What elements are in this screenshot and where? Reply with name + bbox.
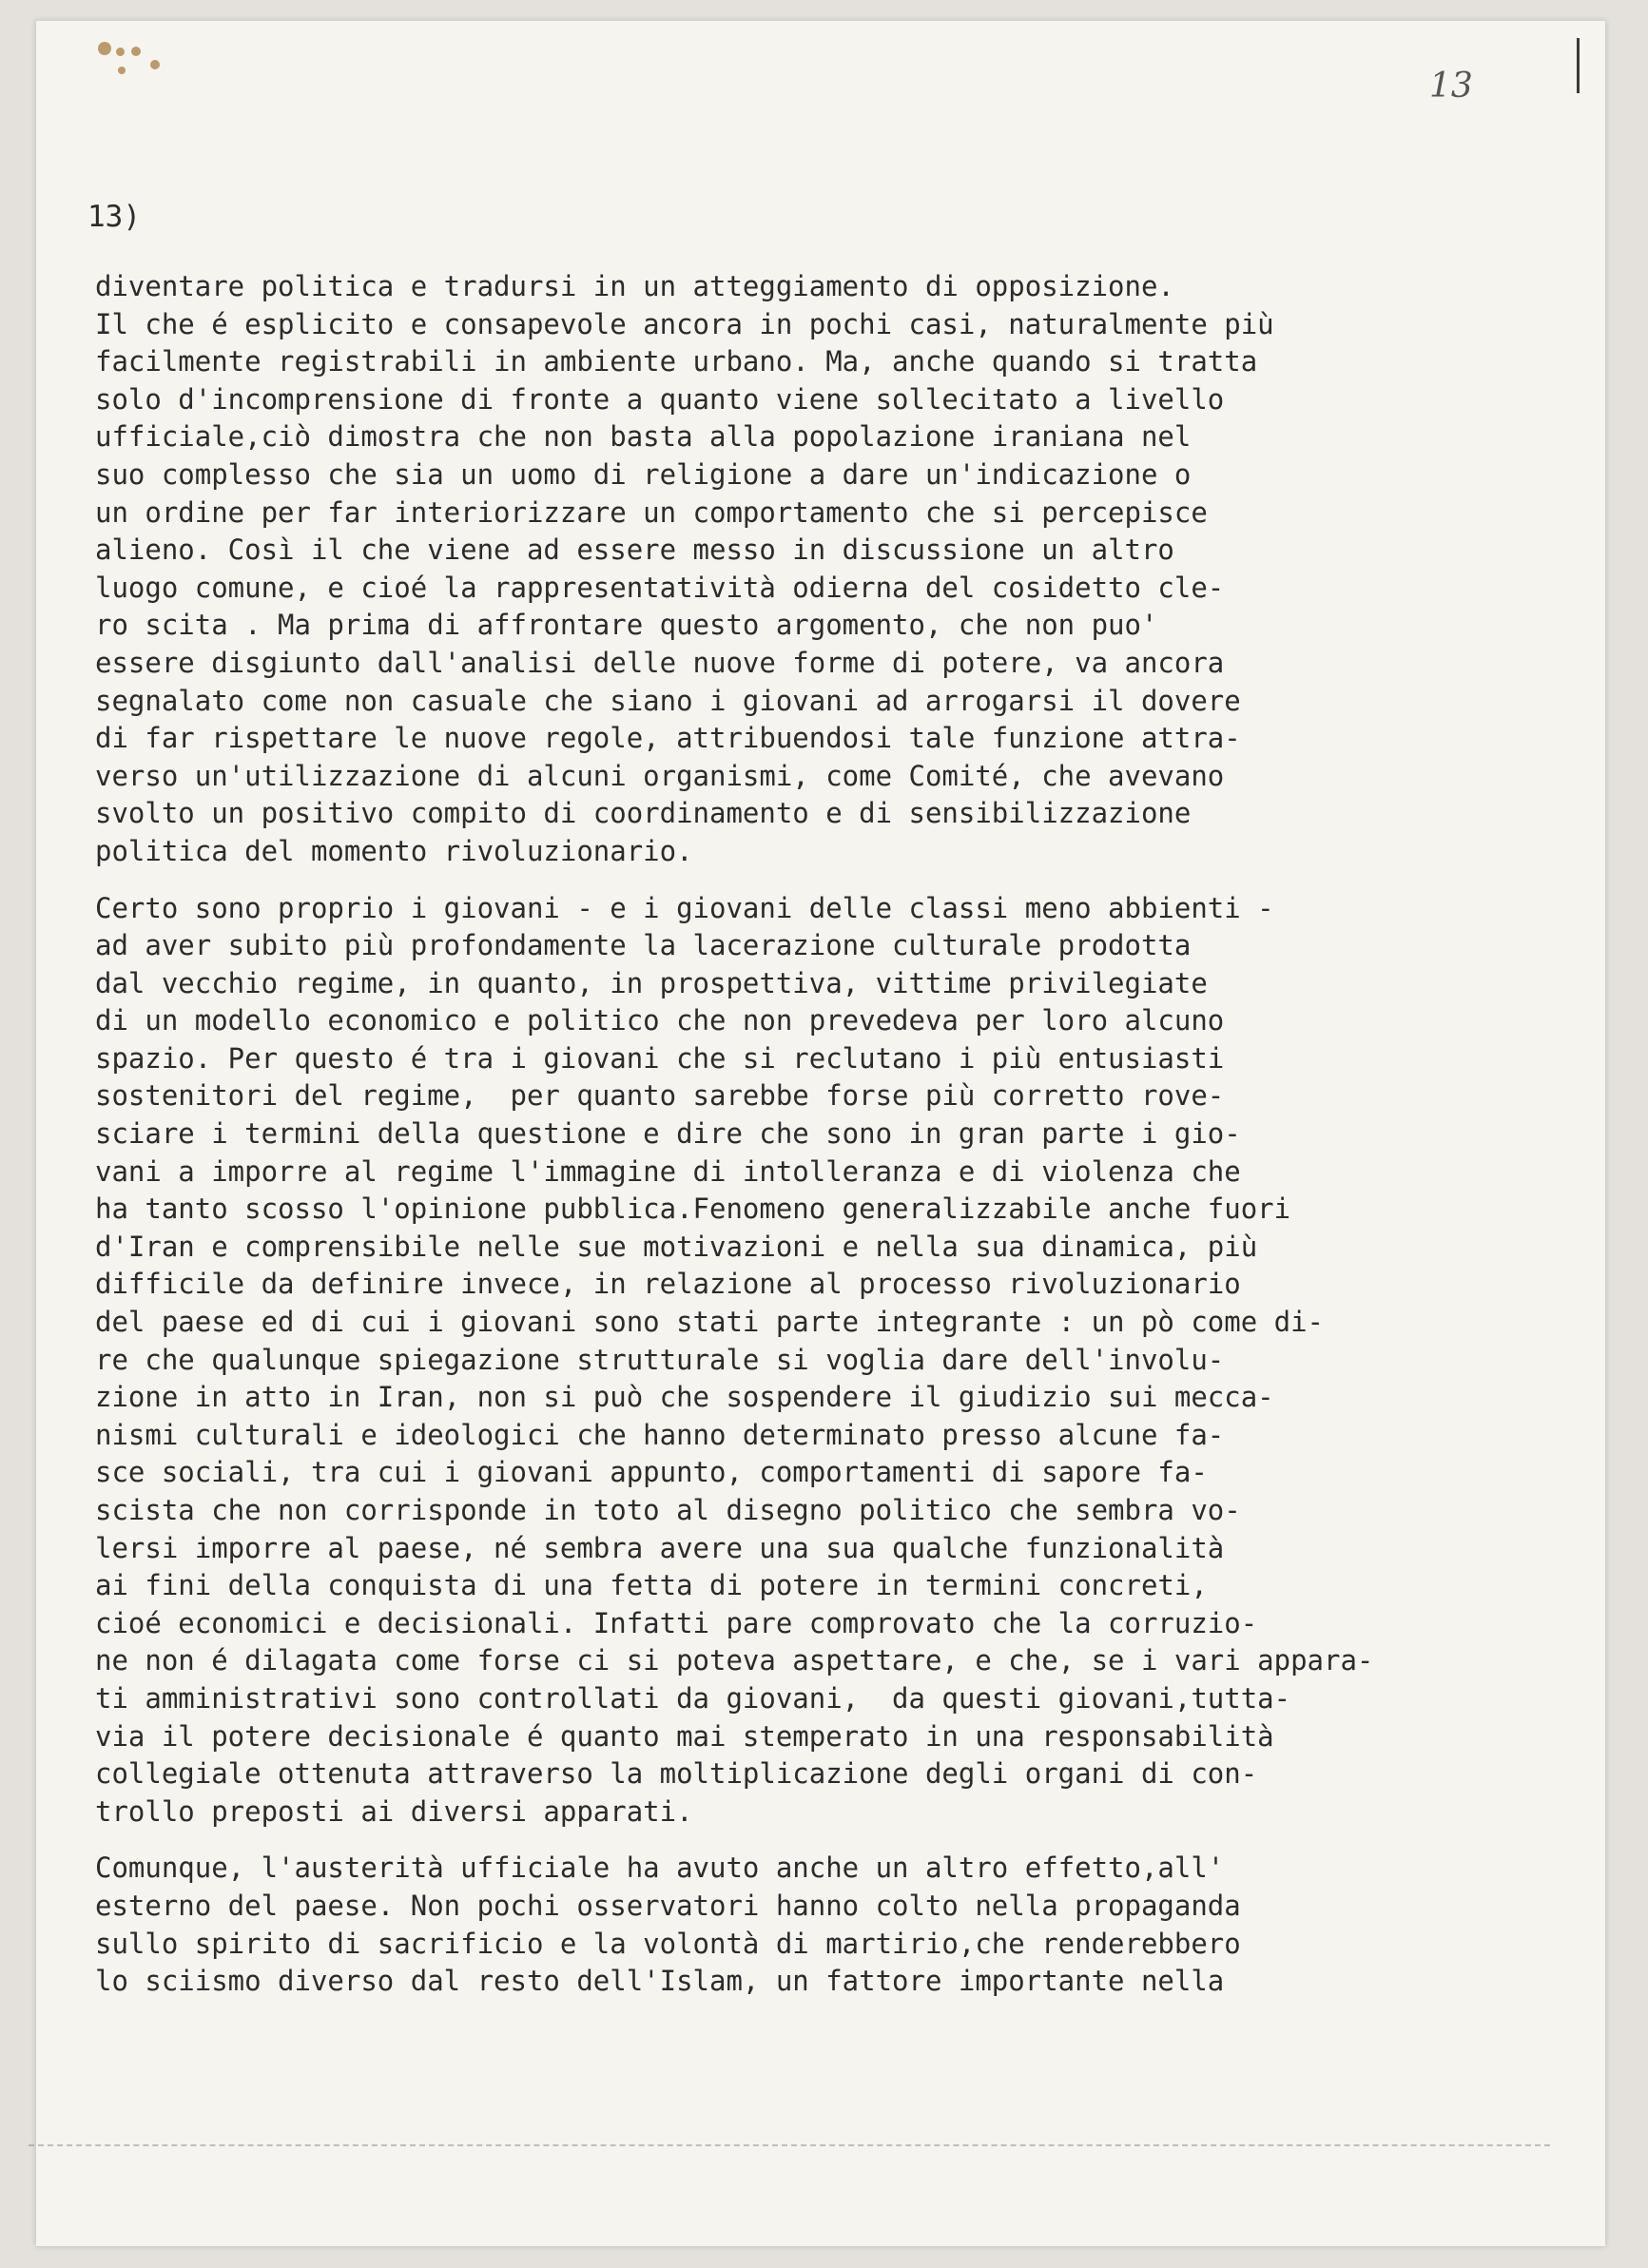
stain-mark	[116, 48, 125, 56]
text-line: trollo preposti ai diversi apparati.	[95, 1794, 693, 1828]
text-line: ufficiale,ciò dimostra che non basta alla popolazione iraniana nel	[95, 420, 1192, 454]
handwritten-page-number: 13	[1429, 67, 1473, 106]
text-line: sullo spirito di sacrificio e la volontà di martirio,che renderebbero	[95, 1927, 1241, 1960]
paragraph	[95, 890, 1541, 1832]
text-line: via il potere decisionale é quanto mai stemperato in una responsabilità	[95, 1719, 1274, 1753]
text-line: del paese ed di cui i giovani sono stati parte integrante : un pò come di-	[95, 1306, 1325, 1339]
text-line: nismi culturali e ideologici che hanno determinato presso alcune fa-	[95, 1418, 1225, 1451]
text-line: diventare politica e tradursi in un atteggiamento di opposizione.	[95, 270, 1174, 302]
text-line: ha tanto scosso l'opinione pubblica.Fenomeno generalizzabile anche fuori	[95, 1192, 1291, 1226]
stain-mark	[150, 60, 160, 69]
stain-mark	[118, 67, 126, 74]
text-line: ne non é dilagata come forse ci si poteva aspettare, e che, se i vari appara-	[95, 1644, 1374, 1677]
text-line: suo complesso che sia un uomo di religione a dare un'indicazione o	[95, 457, 1192, 491]
text-line: facilmente registrabili in ambiente urbano. Ma, anche quando si tratta	[95, 345, 1258, 378]
margin-bar	[1577, 38, 1580, 93]
text-line: spazio. Per questo é tra i giovani che si reclutano i più entusiasti	[95, 1041, 1225, 1075]
text-line: d'Iran e comprensibile nelle sue motivazioni e nella sua dinamica, più	[95, 1230, 1258, 1263]
text-line: essere disgiunto dall'analisi delle nuove forme di potere, va ancora	[95, 646, 1225, 679]
text-line: lo sciismo diverso dal resto dell'Islam, un fattore importante nella	[95, 1965, 1225, 1998]
text-line: re che qualunque spiegazione strutturale si voglia dare dell'involu-	[95, 1343, 1225, 1376]
section-label: 13)	[87, 200, 141, 234]
text-line: solo d'incomprensione di fronte a quanto viene sollecitato a livello	[95, 382, 1225, 416]
text-line: sce sociali, tra cui i giovani appunto, comportamenti di sapore fa-	[95, 1456, 1208, 1489]
text-line: Il che é esplicito e consapevole ancora in pochi casi, naturalmente più	[95, 307, 1274, 340]
stain-mark	[98, 42, 111, 55]
bottom-rule	[29, 2144, 1550, 2146]
text-line: sostenitori del regime, per quanto sarebbe forse più corretto rove-	[95, 1079, 1225, 1113]
text-line: esterno del paese. Non pochi osservatori hanno colto nella propaganda	[95, 1889, 1241, 1922]
text-line: vani a imporre al regime l'immagine di intolleranza e di violenza che	[95, 1154, 1241, 1188]
text-line: dal vecchio regime, in quanto, in prospettiva, vittime privilegiate	[95, 966, 1208, 999]
text-line: un ordine per far interiorizzare un comportamento che si percepisce	[95, 495, 1208, 529]
text-line: ai fini della conquista di una fetta di potere in termini concreti,	[95, 1569, 1208, 1602]
stain-mark	[131, 47, 141, 56]
text-line: segnalato come non casuale che siano i giovani ad arrogarsi il dovere	[95, 684, 1241, 717]
text-line: ro scita . Ma prima di affrontare questo argomento, che non puo'	[95, 609, 1158, 642]
text-line: sciare i termini della questione e dire che sono in gran parte i gio-	[95, 1117, 1241, 1151]
text-line: ti amministrativi sono controllati da giovani, da questi giovani,tutta-	[95, 1681, 1291, 1715]
text-line: di un modello economico e politico che non prevedeva per loro alcuno	[95, 1004, 1225, 1037]
text-line: zione in atto in Iran, non si può che sospendere il giudizio sui mecca-	[95, 1381, 1274, 1414]
paragraph	[95, 268, 1541, 871]
text-line: di far rispettare le nuove regole, attribuendosi tale funzione attra-	[95, 722, 1241, 755]
text-line: ad aver subito più profondamente la lacerazione culturale prodotta	[95, 929, 1192, 962]
text-line: alieno. Così il che viene ad essere messo in discussione un altro	[95, 533, 1174, 567]
text-line: luogo comune, e cioé la rappresentatività odierna del cosidetto cle-	[95, 571, 1225, 604]
paragraph	[95, 1850, 1541, 2000]
text-line: collegiale ottenuta attraverso la moltiplicazione degli organi di con-	[95, 1757, 1258, 1791]
text-line: verso un'utilizzazione di alcuni organismi, come Comité, che avevano	[95, 759, 1225, 792]
document-body	[95, 268, 1541, 2001]
text-line: lersi imporre al paese, né sembra avere una sua qualche funzionalità	[95, 1531, 1225, 1564]
text-line: politica del momento rivoluzionario.	[95, 834, 693, 867]
text-line: cioé economici e decisionali. Infatti pare comprovato che la corruzio-	[95, 1606, 1258, 1639]
text-line: Certo sono proprio i giovani - e i giovani delle classi meno abbienti -	[95, 891, 1274, 924]
text-line: difficile da definire invece, in relazione al processo rivoluzionario	[95, 1268, 1241, 1301]
text-line: svolto un positivo compito di coordinamento e di sensibilizzazione	[95, 797, 1192, 830]
text-line: Comunque, l'austerità ufficiale ha avuto anche un altro effetto,all'	[95, 1851, 1225, 1885]
text-line: scista che non corrisponde in toto al disegno politico che sembra vo-	[95, 1494, 1241, 1526]
